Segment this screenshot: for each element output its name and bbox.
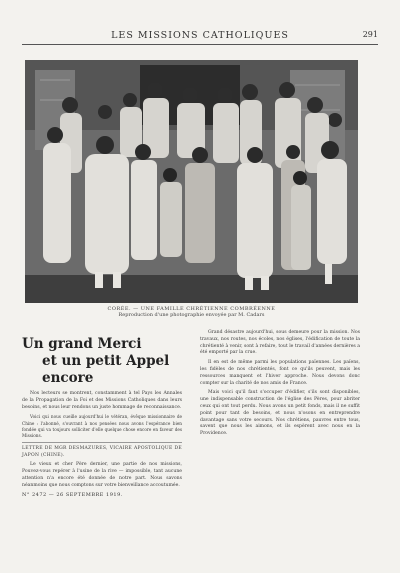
article-title-line-2: et un petit Appel encore	[42, 353, 170, 386]
running-header	[22, 30, 378, 45]
journal-title: LES MISSIONS CATHOLIQUES	[111, 30, 289, 41]
article-title	[22, 336, 182, 387]
right-column	[200, 330, 360, 441]
letter-heading: LETTRE DE MGR DESMAZURES, VICAIRE APOSTOLIQUE DE JAPON (CHINE).	[22, 446, 182, 458]
right-paragraph-1: Grand désastre aujourd'hui, sous demeure pour la mission. Nos travaux, nos routes, nos écoles, nos églises, l'édification de toute la chrétienté à venir, sont à refaire, tout le travail d'années dernières a été emporté par la crue.	[200, 330, 360, 356]
article-title-line-1: Un grand Merci	[22, 336, 142, 352]
page-number: 291	[362, 30, 378, 39]
divider	[22, 442, 182, 443]
caption-title: CORÉE. — UNE FAMILLE CHRÉTIENNE COMBRÉENNE	[107, 306, 276, 312]
intro-paragraph: Nos lecteurs se montrent, constamment à tel Pays les Annales de la Propagation de la Foi et des Missions Catholiques dans leurs besoins, et nous leur rendons un juste hommage de reconnaissance.	[22, 391, 182, 410]
group-photograph	[25, 60, 358, 303]
right-paragraph-2: Il en est de même parmi les populations païennes. Les païens, les fidèles de nos chrétientés, font ce qu'ils peuvent, mais les ressources manquent et l'hiver approche. Nous devons donc compter sur la charité de nos amis de France.	[200, 360, 360, 386]
issue-number: N° 2472 — 26 SEPTEMBRE 1919.	[22, 492, 123, 499]
left-column	[22, 336, 182, 498]
photo-caption	[25, 306, 358, 318]
caption-credit: Reproduction d'une photographie envoyée par M. Cadars	[118, 312, 265, 318]
right-paragraph-3: Mais voici qu'il faut s'occuper d'édifier, s'ils sont disponibles, une indispensable construction de l'église des Pères, pour abriter ceux qui ont tout perdu. Nous avons un petit fonds, mais il ne suffit point pour tant de besoins, et nous n'osons en entreprendre davantage sans votre secours. Nos chrétiens, pauvres entre tous, savent que nous les aimons, et ils espèrent avec nous en la Providence.	[200, 390, 360, 437]
paragraph-2: Voici qui nous cueille aujourd'hui le vétéran, évêque missionnaire de Chine : l'abonné, s'ouvrant à nos pensées nous avons l'espérance bien fondée qui va toujours solliciter d'elle quelque chose encore en faveur des Missions.	[22, 414, 182, 438]
photo-illustration	[25, 60, 358, 303]
paragraph-3: Le vieux et cher Père dernier, une partie de nos missions, Pouvez-vous repérer à l'usine de la rive — impossible, tant aucune attention n'a encore été donnée de notre part. Nous savons néanmoins que nous comptons sur votre bienveillance accoutumée.	[22, 462, 182, 488]
